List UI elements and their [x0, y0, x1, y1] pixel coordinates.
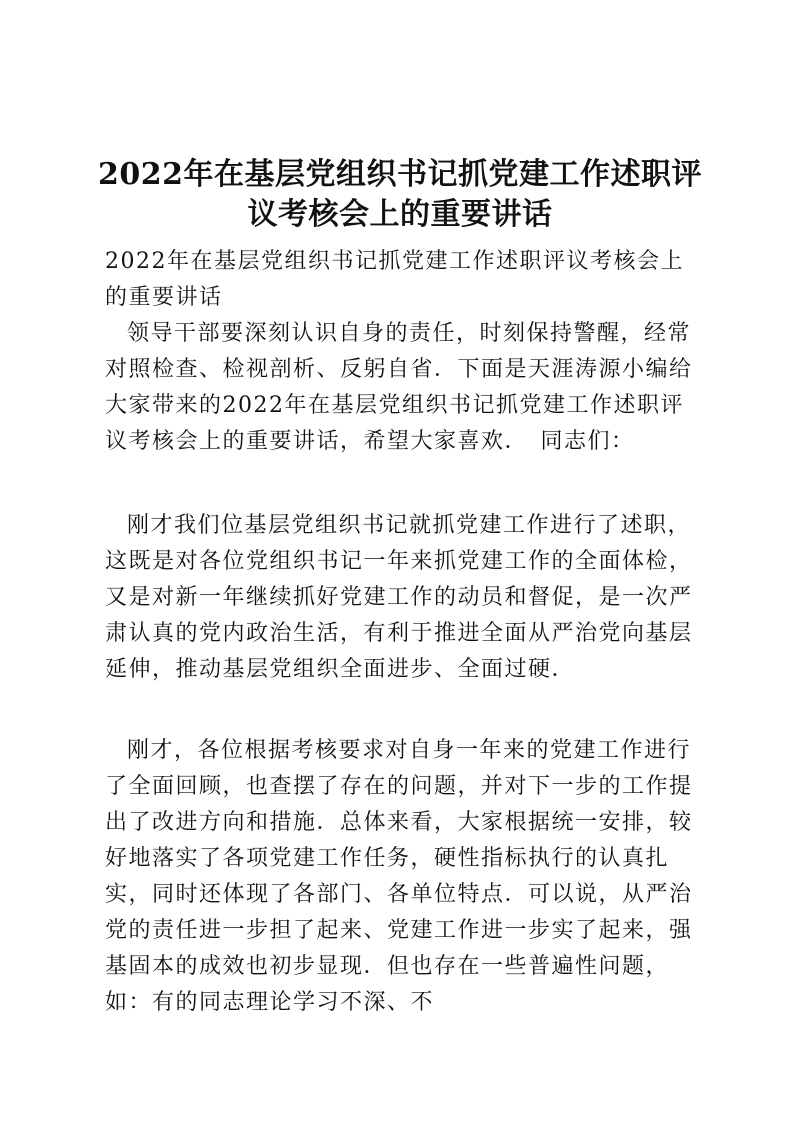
- document-title: 2022年在基层党组织书记抓党建工作述职评议考核会上的重要讲话: [98, 157, 702, 232]
- body-paragraph-1: 刚才我们位基层党组织书记就抓党建工作进行了述职，这既是对各位党组织书记一年来抓党建工作的全面体检，又是对新一年继续抓好党建工作的动员和督促，是一次严肃认真的党内政治生活，有利于推进全面从严治党向基层延伸，推动基层党组织全面进步、全面过硬．: [105, 513, 693, 682]
- body-paragraph-2: 刚才，各位根据考核要求对自身一年来的党建工作进行了全面回顾，也查摆了存在的问题，并对下一步的工作提出了改进方向和措施．总体来看，大家根据统一安排，较好地落实了各项党建工作任务，硬性指标执行的认真扎实，同时还体现了各部门、各单位特点．可以说，从严治党的责任进一步担了起来、党建工作进一步实了起来，强基固本的成效也初步显现．但也存在一些普遍性问题，如：有的同志理论学习不深、不: [105, 738, 693, 1015]
- intro-paragraph: 领导干部要深刻认识自身的责任，时刻保持警醒，经常对照检查、检视剖析、反躬自省．下面是天涯涛源小编给大家带来的2022年在基层党组织书记抓党建工作述职评议考核会上的重要讲话，希望大家喜欢． 同志们：: [105, 321, 693, 454]
- document-subtitle: 2022年在基层党组织书记抓党建工作述职评议考核会上的重要讲话: [105, 249, 684, 310]
